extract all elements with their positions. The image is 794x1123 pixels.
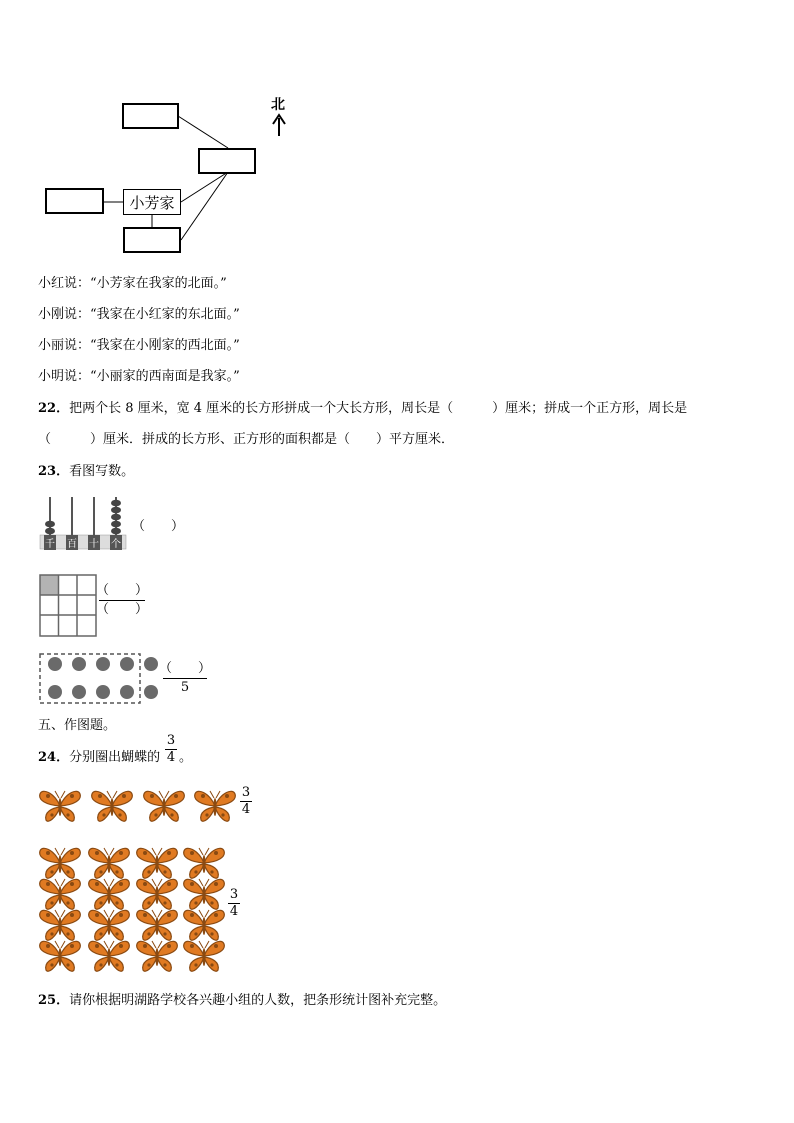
statement-xiaohong: 小红说：“小芳家在我家的北面。” <box>38 276 227 291</box>
grid-fraction-den: 4 <box>229 904 239 919</box>
map-box-xiaofang-home: 小芳家 <box>123 189 181 215</box>
map-connector-lines <box>0 0 794 270</box>
abacus-label-thousands: 千 <box>44 535 56 550</box>
grid-fraction-num: 3 <box>229 887 239 902</box>
dots-fraction-answer[interactable] <box>159 660 212 697</box>
statement-xiaogang: 小刚说：“我家在小红家的东北面。” <box>38 307 240 322</box>
abacus-answer-blank[interactable]: （ ） <box>132 519 185 534</box>
dots-figure <box>38 652 168 708</box>
butterfly-row1-1[interactable] <box>38 788 82 824</box>
shaded-grid <box>39 574 99 638</box>
q24-heading-fraction <box>165 733 177 766</box>
q25-text: 请你根据明湖路学校各兴趣小组的人数，把条形统计图补充完整。 <box>69 993 447 1008</box>
butterfly-grid-r4c4[interactable] <box>182 938 226 974</box>
row1-fraction-den: 4 <box>241 802 251 817</box>
q24-heading <box>38 746 160 765</box>
q23-heading <box>38 460 134 479</box>
dots-fraction-denominator: 5 <box>180 680 190 695</box>
grid-fraction-denominator-blank[interactable]: （ ） <box>96 602 149 617</box>
grid-fraction <box>228 887 240 920</box>
statement-xiaoli: 小丽说：“我家在小刚家的西北面。” <box>38 338 240 353</box>
butterfly-grid-r4c1[interactable] <box>38 938 82 974</box>
q22-text-line1: 把两个长 8 厘米，宽 4 厘米的长方形拼成一个大长方形，周长是（ ）厘米；拼成一个正方形，周长是 <box>69 401 688 416</box>
dots-fraction-numerator-blank[interactable]: （ ） <box>159 661 212 676</box>
q24-number: 24． <box>38 750 70 765</box>
butterfly-row1-2[interactable] <box>90 788 134 824</box>
q24-text-before: 分别圈出蝴蝶的 <box>69 750 161 765</box>
q24-heading-fraction-den: 4 <box>166 750 176 765</box>
q22-line1 <box>38 397 687 416</box>
q24-text-after: 。 <box>179 750 193 765</box>
map-box-right[interactable] <box>198 148 256 174</box>
section5-title: 五、作图题。 <box>38 718 117 733</box>
abacus-label-ones: 个 <box>110 535 122 550</box>
q23-text: 看图写数。 <box>69 464 135 479</box>
butterfly-row1-3[interactable] <box>142 788 186 824</box>
q23-number: 23． <box>38 464 70 479</box>
row1-fraction <box>240 785 252 818</box>
north-label: 北 <box>271 97 285 113</box>
grid-fraction-answer[interactable] <box>96 582 149 619</box>
map-box-left[interactable] <box>45 188 104 214</box>
butterfly-grid-r4c3[interactable] <box>135 938 179 974</box>
butterfly-grid-r4c2[interactable] <box>87 938 131 974</box>
q22-number: 22． <box>38 401 70 416</box>
q24-heading-fraction-num: 3 <box>166 733 176 748</box>
q25-heading <box>38 989 446 1008</box>
statement-xiaoming: 小明说：“小丽家的西南面是我家。” <box>38 369 240 384</box>
map-box-top[interactable] <box>122 103 179 129</box>
grid-fraction-numerator-blank[interactable]: （ ） <box>96 583 149 598</box>
q22-line2: （ ）厘米．拼成的长方形、正方形的面积都是（ ）平方厘米． <box>38 432 455 447</box>
abacus-label-hundreds: 百 <box>66 535 78 550</box>
butterfly-row1-4[interactable] <box>193 788 237 824</box>
map-box-bottom[interactable] <box>123 227 181 253</box>
q25-number: 25． <box>38 993 70 1008</box>
row1-fraction-num: 3 <box>241 785 251 800</box>
abacus-label-tens: 十 <box>88 535 100 550</box>
